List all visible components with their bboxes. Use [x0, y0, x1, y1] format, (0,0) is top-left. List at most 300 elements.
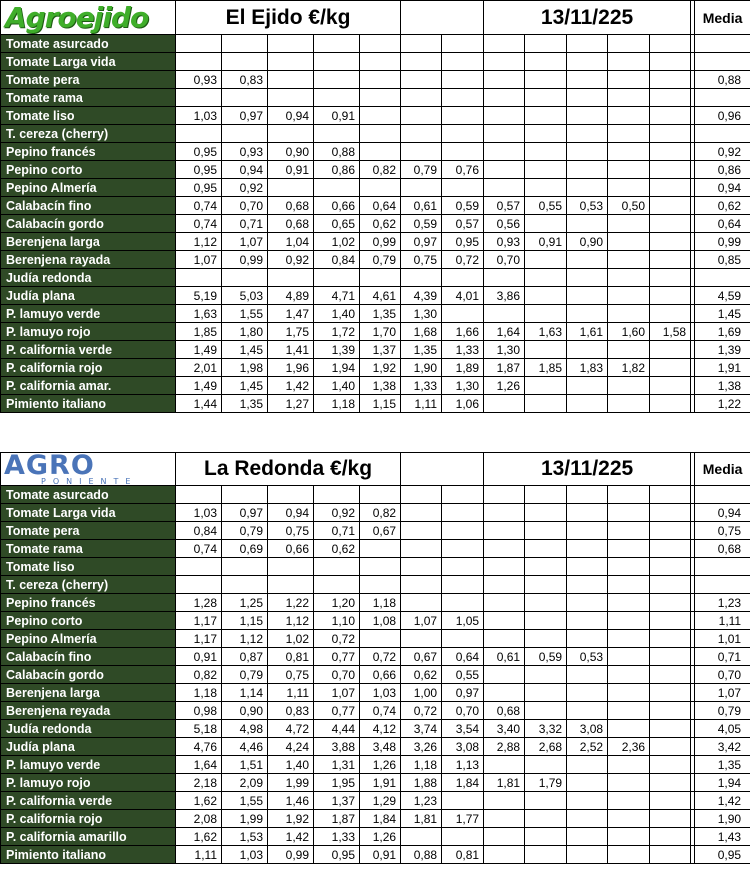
- price-cell: [567, 756, 608, 774]
- price-cell: 4,72: [268, 720, 314, 738]
- price-cell: 1,92: [360, 359, 401, 377]
- price-cell: 1,63: [525, 323, 567, 341]
- price-cell: 0,95: [176, 143, 222, 161]
- price-cell: [608, 720, 650, 738]
- media-cell: 0,75: [695, 522, 750, 540]
- price-cell: [268, 179, 314, 197]
- price-cell: [567, 666, 608, 684]
- price-cell: [401, 53, 442, 71]
- price-cell: [401, 125, 442, 143]
- price-cell: [650, 251, 691, 269]
- table-header: [1, 1, 750, 35]
- price-cell: 0,74: [176, 540, 222, 558]
- price-cell: 0,76: [442, 161, 484, 179]
- price-cell: [525, 215, 567, 233]
- media-cell: 1,38: [695, 377, 750, 395]
- price-cell: [608, 395, 650, 413]
- price-cell: [401, 558, 442, 576]
- price-cell: [608, 269, 650, 287]
- table-row: [1, 612, 750, 630]
- price-cell: 1,95: [314, 774, 360, 792]
- price-cell: 0,53: [567, 197, 608, 215]
- price-cell: [650, 395, 691, 413]
- product-name: P. california rojo: [1, 359, 176, 377]
- price-cell: 1,53: [222, 828, 268, 846]
- price-cell: [314, 35, 360, 53]
- media-cell: 1,35: [695, 756, 750, 774]
- price-cell: 0,59: [525, 648, 567, 666]
- price-cell: [650, 612, 691, 630]
- price-cell: [360, 486, 401, 504]
- price-cell: [567, 305, 608, 323]
- product-name: Tomate liso: [1, 558, 176, 576]
- price-cell: 0,84: [176, 522, 222, 540]
- table-row: [1, 558, 750, 576]
- product-name: Judía plana: [1, 287, 176, 305]
- price-cell: [525, 702, 567, 720]
- media-cell: [695, 576, 750, 594]
- table-row: [1, 323, 750, 341]
- price-cell: [525, 612, 567, 630]
- product-name: P. california verde: [1, 341, 176, 359]
- price-cell: [650, 594, 691, 612]
- price-cell: 0,70: [314, 666, 360, 684]
- price-cell: 0,94: [222, 161, 268, 179]
- price-cell: 0,53: [567, 648, 608, 666]
- product-name: Calabacín fino: [1, 197, 176, 215]
- price-cell: [401, 576, 442, 594]
- price-cell: 1,62: [176, 792, 222, 810]
- product-name: Tomate asurcado: [1, 486, 176, 504]
- price-cell: 0,71: [314, 522, 360, 540]
- price-cell: 0,82: [360, 504, 401, 522]
- product-name: Pepino francés: [1, 594, 176, 612]
- media-cell: 1,23: [695, 594, 750, 612]
- price-cell: [360, 89, 401, 107]
- price-cell: [484, 53, 525, 71]
- price-cell: [608, 522, 650, 540]
- media-cell: 1,45: [695, 305, 750, 323]
- price-cell: [650, 558, 691, 576]
- price-cell: 5,19: [176, 287, 222, 305]
- price-cell: [650, 828, 691, 846]
- price-cell: 1,02: [314, 233, 360, 251]
- price-cell: [484, 846, 525, 864]
- price-cell: [567, 630, 608, 648]
- price-cell: 3,32: [525, 720, 567, 738]
- price-cell: 2,68: [525, 738, 567, 756]
- price-cell: [650, 846, 691, 864]
- price-cell: [567, 846, 608, 864]
- price-cell: [525, 107, 567, 125]
- price-cell: [567, 341, 608, 359]
- media-cell: 0,62: [695, 197, 750, 215]
- price-cell: [608, 125, 650, 143]
- price-cell: 0,79: [401, 161, 442, 179]
- price-cell: [525, 666, 567, 684]
- price-cell: 1,49: [176, 377, 222, 395]
- price-cell: 1,07: [401, 612, 442, 630]
- price-cell: 5,18: [176, 720, 222, 738]
- price-cell: 1,68: [401, 323, 442, 341]
- price-cell: 1,33: [401, 377, 442, 395]
- price-cell: [360, 71, 401, 89]
- price-cell: 3,86: [484, 287, 525, 305]
- price-cell: 0,74: [176, 197, 222, 215]
- price-cell: 1,23: [401, 792, 442, 810]
- price-table-el-ejido: [0, 0, 750, 413]
- media-cell: 3,42: [695, 738, 750, 756]
- price-cell: [442, 576, 484, 594]
- price-cell: 1,07: [222, 233, 268, 251]
- price-cell: [268, 486, 314, 504]
- media-cell: 0,64: [695, 215, 750, 233]
- price-cell: [567, 161, 608, 179]
- price-cell: [567, 684, 608, 702]
- price-cell: [608, 251, 650, 269]
- price-cell: 2,36: [608, 738, 650, 756]
- price-cell: 1,26: [360, 828, 401, 846]
- price-cell: [176, 558, 222, 576]
- price-cell: 1,28: [176, 594, 222, 612]
- price-cell: 1,18: [176, 684, 222, 702]
- price-cell: [525, 395, 567, 413]
- price-cell: [401, 540, 442, 558]
- price-cell: [608, 648, 650, 666]
- price-cell: [484, 684, 525, 702]
- media-cell: 4,05: [695, 720, 750, 738]
- price-cell: [442, 71, 484, 89]
- price-cell: [484, 576, 525, 594]
- price-cell: [442, 269, 484, 287]
- price-cell: [525, 792, 567, 810]
- price-cell: [567, 774, 608, 792]
- table-row: [1, 143, 750, 161]
- product-name: P. lamuyo verde: [1, 756, 176, 774]
- price-cell: [314, 71, 360, 89]
- media-cell: 0,70: [695, 666, 750, 684]
- price-cell: [567, 143, 608, 161]
- table-row: [1, 107, 750, 125]
- price-cell: 1,18: [360, 594, 401, 612]
- table-row: [1, 53, 750, 71]
- price-cell: 0,88: [314, 143, 360, 161]
- price-cell: 0,97: [401, 233, 442, 251]
- price-cell: [567, 810, 608, 828]
- media-cell: 0,68: [695, 540, 750, 558]
- price-cell: 0,68: [268, 197, 314, 215]
- price-table-la-redonda: [0, 452, 750, 864]
- price-cell: [650, 287, 691, 305]
- price-cell: 1,63: [176, 305, 222, 323]
- media-cell: 0,85: [695, 251, 750, 269]
- price-cell: [525, 53, 567, 71]
- price-cell: 0,95: [176, 161, 222, 179]
- price-cell: [567, 71, 608, 89]
- price-cell: 0,72: [314, 630, 360, 648]
- price-cell: 1,37: [360, 341, 401, 359]
- price-cell: [360, 143, 401, 161]
- price-cell: [268, 89, 314, 107]
- price-cell: [314, 269, 360, 287]
- price-cell: 1,15: [222, 612, 268, 630]
- table-row: [1, 486, 750, 504]
- price-cell: 0,79: [222, 666, 268, 684]
- price-cell: [401, 269, 442, 287]
- price-cell: [222, 558, 268, 576]
- price-cell: [401, 107, 442, 125]
- product-name: P. lamuyo rojo: [1, 774, 176, 792]
- price-cell: 1,66: [442, 323, 484, 341]
- media-cell: [695, 269, 750, 287]
- price-cell: 0,95: [314, 846, 360, 864]
- price-cell: [176, 269, 222, 287]
- price-cell: 0,84: [314, 251, 360, 269]
- price-cell: 0,65: [314, 215, 360, 233]
- price-cell: 1,11: [401, 395, 442, 413]
- product-name: P. lamuyo rojo: [1, 323, 176, 341]
- media-cell: [695, 486, 750, 504]
- price-cell: [525, 756, 567, 774]
- price-cell: [650, 540, 691, 558]
- price-cell: 3,54: [442, 720, 484, 738]
- price-cell: [401, 828, 442, 846]
- price-cell: [525, 846, 567, 864]
- media-cell: 0,86: [695, 161, 750, 179]
- price-cell: [484, 143, 525, 161]
- price-cell: [314, 558, 360, 576]
- price-cell: [608, 486, 650, 504]
- price-cell: 0,70: [222, 197, 268, 215]
- price-cell: [401, 504, 442, 522]
- price-cell: [608, 630, 650, 648]
- price-cell: 2,52: [567, 738, 608, 756]
- product-name: P. lamuyo verde: [1, 305, 176, 323]
- price-cell: 1,03: [360, 684, 401, 702]
- market-title: La Redonda €/kg: [176, 453, 401, 486]
- price-cell: 1,72: [314, 323, 360, 341]
- price-cell: 0,62: [401, 666, 442, 684]
- price-cell: [650, 197, 691, 215]
- price-cell: [650, 125, 691, 143]
- price-cell: [442, 53, 484, 71]
- price-cell: 0,74: [360, 702, 401, 720]
- price-cell: 3,88: [314, 738, 360, 756]
- price-cell: [525, 341, 567, 359]
- price-cell: [442, 125, 484, 143]
- price-cell: [314, 179, 360, 197]
- media-cell: 0,88: [695, 71, 750, 89]
- price-cell: 4,76: [176, 738, 222, 756]
- price-cell: 1,51: [222, 756, 268, 774]
- price-cell: 0,55: [442, 666, 484, 684]
- price-cell: [525, 828, 567, 846]
- table-row: [1, 594, 750, 612]
- price-cell: [608, 143, 650, 161]
- price-cell: 0,68: [484, 702, 525, 720]
- price-cell: 1,08: [360, 612, 401, 630]
- price-cell: [608, 179, 650, 197]
- price-cell: [567, 504, 608, 522]
- media-cell: [695, 35, 750, 53]
- price-cell: 1,91: [360, 774, 401, 792]
- product-name: Tomate asurcado: [1, 35, 176, 53]
- price-cell: [222, 269, 268, 287]
- media-cell: 1,90: [695, 810, 750, 828]
- price-cell: [360, 125, 401, 143]
- price-cell: 1,26: [360, 756, 401, 774]
- price-cell: [484, 179, 525, 197]
- price-cell: 1,33: [442, 341, 484, 359]
- product-name: P. california rojo: [1, 810, 176, 828]
- product-name: Pepino corto: [1, 612, 176, 630]
- table-row: [1, 251, 750, 269]
- price-cell: 1,35: [401, 341, 442, 359]
- price-cell: [608, 305, 650, 323]
- product-name: Calabacín fino: [1, 648, 176, 666]
- price-cell: 1,88: [401, 774, 442, 792]
- media-cell: 1,42: [695, 792, 750, 810]
- price-cell: [484, 810, 525, 828]
- price-cell: 0,50: [608, 197, 650, 215]
- price-cell: [567, 269, 608, 287]
- price-cell: 0,67: [360, 522, 401, 540]
- price-cell: [608, 846, 650, 864]
- price-cell: 0,87: [222, 648, 268, 666]
- price-cell: 0,90: [222, 702, 268, 720]
- product-name: T. cereza (cherry): [1, 576, 176, 594]
- price-cell: [608, 89, 650, 107]
- price-cell: 1,47: [268, 305, 314, 323]
- price-cell: 0,82: [176, 666, 222, 684]
- price-cell: 1,12: [268, 612, 314, 630]
- price-cell: 1,37: [314, 792, 360, 810]
- price-cell: [401, 35, 442, 53]
- media-cell: 0,71: [695, 648, 750, 666]
- price-cell: [650, 702, 691, 720]
- price-cell: [268, 269, 314, 287]
- price-cell: 3,74: [401, 720, 442, 738]
- price-cell: [268, 35, 314, 53]
- price-cell: [608, 558, 650, 576]
- price-cell: 0,91: [314, 107, 360, 125]
- price-cell: 3,48: [360, 738, 401, 756]
- product-name: Judía redonda: [1, 720, 176, 738]
- price-cell: 3,40: [484, 720, 525, 738]
- price-cell: 1,46: [268, 792, 314, 810]
- price-cell: 1,03: [222, 846, 268, 864]
- price-cell: 0,69: [222, 540, 268, 558]
- price-cell: 1,26: [484, 377, 525, 395]
- price-cell: [222, 576, 268, 594]
- price-cell: 0,75: [401, 251, 442, 269]
- price-cell: 1,94: [314, 359, 360, 377]
- table-row: [1, 179, 750, 197]
- price-cell: [442, 35, 484, 53]
- price-cell: 2,08: [176, 810, 222, 828]
- table-row: [1, 792, 750, 810]
- price-cell: [176, 53, 222, 71]
- price-cell: [484, 612, 525, 630]
- price-cell: 0,88: [401, 846, 442, 864]
- price-cell: [268, 125, 314, 143]
- price-cell: [567, 89, 608, 107]
- price-cell: [650, 359, 691, 377]
- price-cell: [567, 251, 608, 269]
- price-cell: [525, 179, 567, 197]
- price-cell: 0,75: [268, 666, 314, 684]
- price-cell: [442, 486, 484, 504]
- price-cell: 1,27: [268, 395, 314, 413]
- price-cell: [567, 179, 608, 197]
- market-title: El Ejido €/kg: [176, 1, 401, 35]
- date-label: 13/11/225: [484, 1, 691, 35]
- price-cell: [442, 828, 484, 846]
- price-cell: [360, 269, 401, 287]
- price-cell: [608, 233, 650, 251]
- price-cell: [608, 215, 650, 233]
- price-cell: [608, 35, 650, 53]
- price-cell: [484, 89, 525, 107]
- price-cell: 1,03: [176, 504, 222, 522]
- price-cell: 1,18: [401, 756, 442, 774]
- price-cell: 0,95: [442, 233, 484, 251]
- price-cell: 4,98: [222, 720, 268, 738]
- price-cell: [314, 125, 360, 143]
- price-cell: 1,17: [176, 630, 222, 648]
- price-cell: [484, 107, 525, 125]
- table-row: [1, 540, 750, 558]
- product-name: P. california amarillo: [1, 828, 176, 846]
- price-cell: [608, 107, 650, 125]
- media-cell: 1,94: [695, 774, 750, 792]
- price-cell: 0,92: [268, 251, 314, 269]
- price-cell: [484, 756, 525, 774]
- price-cell: 4,39: [401, 287, 442, 305]
- price-cell: [650, 35, 691, 53]
- price-cell: [650, 648, 691, 666]
- price-cell: [608, 756, 650, 774]
- price-cell: 1,98: [222, 359, 268, 377]
- price-cell: [650, 774, 691, 792]
- price-cell: [650, 684, 691, 702]
- header-spacer: [401, 453, 484, 486]
- price-cell: [484, 666, 525, 684]
- price-cell: [314, 576, 360, 594]
- table-row: [1, 125, 750, 143]
- price-cell: 1,77: [442, 810, 484, 828]
- price-cell: [608, 774, 650, 792]
- price-cell: [608, 341, 650, 359]
- price-cell: 0,95: [176, 179, 222, 197]
- media-cell: 1,39: [695, 341, 750, 359]
- price-cell: 0,64: [360, 197, 401, 215]
- price-cell: [608, 828, 650, 846]
- price-cell: [650, 305, 691, 323]
- price-cell: 0,83: [222, 71, 268, 89]
- price-cell: 1,55: [222, 305, 268, 323]
- price-cell: [525, 630, 567, 648]
- price-cell: 1,99: [268, 774, 314, 792]
- price-cell: [484, 792, 525, 810]
- price-cell: 0,91: [360, 846, 401, 864]
- agroejido-logo: Agroejido: [1, 1, 176, 35]
- price-cell: [525, 287, 567, 305]
- price-cell: [567, 486, 608, 504]
- price-cell: [525, 89, 567, 107]
- price-cell: 1,17: [176, 612, 222, 630]
- price-cell: [525, 684, 567, 702]
